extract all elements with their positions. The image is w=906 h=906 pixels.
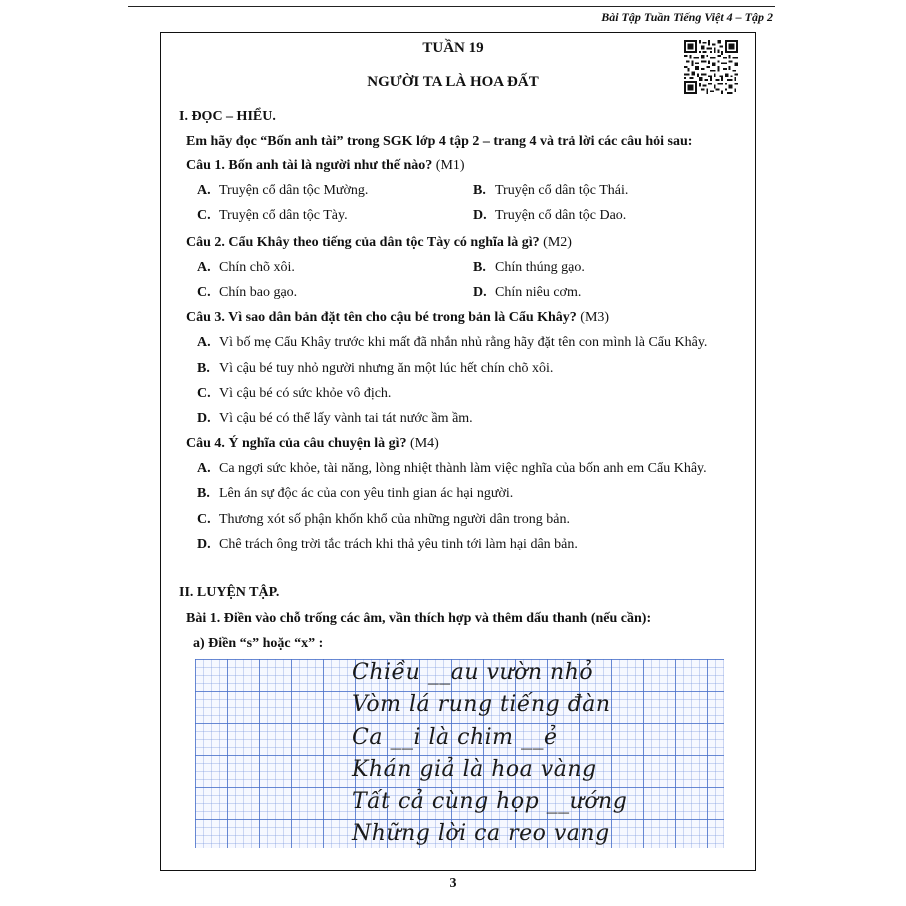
page-number: 3 (449, 876, 457, 891)
lesson-title: NGƯỜI TA LÀ HOA ĐẤT (367, 74, 539, 90)
answer-option[interactable]: D. Chê trách ông trời tắc trách khi thả yêu tinh tới làm hại dân bản. (197, 537, 578, 552)
section-heading-practice: II. LUYỆN TẬP. (179, 585, 280, 600)
poem-line: Chiều __au vườn nhỏ (352, 660, 594, 685)
poem-line: Khán giả là hoa vàng (352, 757, 597, 782)
reading-instruction: Em hãy đọc “Bốn anh tài” trong SGK lớp 4 tập 2 – trang 4 và trả lời các câu hỏi sau: (186, 134, 693, 149)
answer-option[interactable]: A. Vì bố mẹ Cẩu Khây trước khi mất đã nhắn nhủ rằng hãy đặt tên con mình là Cẩu Khây. (197, 335, 708, 350)
answer-option[interactable]: D. Truyện cổ dân tộc Dao. (473, 208, 627, 223)
answer-option[interactable]: A. Truyện cổ dân tộc Mường. (197, 183, 369, 198)
poem-line: Tất cả cùng họp __ướng (352, 789, 628, 814)
answer-option[interactable]: B. Lên án sự độc ác của con yêu tinh gian ác hại người. (197, 486, 514, 501)
poem-line: Những lời ca reo vang (352, 821, 610, 846)
answer-option[interactable]: C. Thương xót số phận khốn khổ của những người dân trong bản. (197, 512, 570, 527)
answer-option[interactable]: B. Truyện cổ dân tộc Thái. (473, 183, 629, 198)
poem-line: Ca __i là chim __ẻ (352, 725, 558, 750)
answer-option[interactable]: A. Ca ngợi sức khỏe, tài năng, lòng nhiệt thành làm việc nghĩa của bốn anh em Cẩu Khây. (197, 461, 707, 476)
poem-line: Vòm lá rung tiếng đàn (352, 692, 611, 717)
answer-option[interactable]: C. Vì cậu bé có sức khỏe vô địch. (197, 386, 392, 401)
answer-option[interactable]: B. Vì cậu bé tuy nhỏ người nhưng ăn một lúc hết chín chõ xôi. (197, 361, 554, 376)
question-4: Câu 4. Ý nghĩa của câu chuyện là gì? (M4) (186, 436, 439, 451)
answer-option[interactable]: A. Chín chõ xôi. (197, 260, 295, 275)
part-a-instruction: a) Điền “s” hoặc “x” : (193, 636, 324, 651)
section-heading-reading: I. ĐỌC – HIỂU. (179, 109, 276, 124)
answer-option[interactable]: D. Chín niêu cơm. (473, 285, 582, 300)
exercise-1-instruction: Bài 1. Điền vào chỗ trống các âm, vần thích hợp và thêm dấu thanh (nếu cần): (186, 611, 652, 626)
answer-option[interactable]: C. Chín bao gạo. (197, 285, 298, 300)
answer-option[interactable]: C. Truyện cổ dân tộc Tày. (197, 208, 348, 223)
running-header: Bài Tập Tuần Tiếng Việt 4 – Tập 2 (601, 10, 773, 24)
handwriting-grid (195, 659, 724, 848)
week-label: TUẦN 19 (422, 40, 484, 56)
question-3: Câu 3. Vì sao dân bản đặt tên cho cậu bé trong bản là Cẩu Khây? (M3) (186, 310, 610, 325)
question-1: Câu 1. Bốn anh tài là người như thế nào? (M1) (186, 158, 465, 173)
answer-option[interactable]: B. Chín thúng gạo. (473, 260, 585, 275)
header-rule (128, 6, 775, 7)
question-2: Câu 2. Cẩu Khây theo tiếng của dân tộc Tày có nghĩa là gì? (M2) (186, 235, 572, 250)
answer-option[interactable]: D. Vì cậu bé có thể lấy vành tai tát nước ầm ầm. (197, 411, 473, 426)
